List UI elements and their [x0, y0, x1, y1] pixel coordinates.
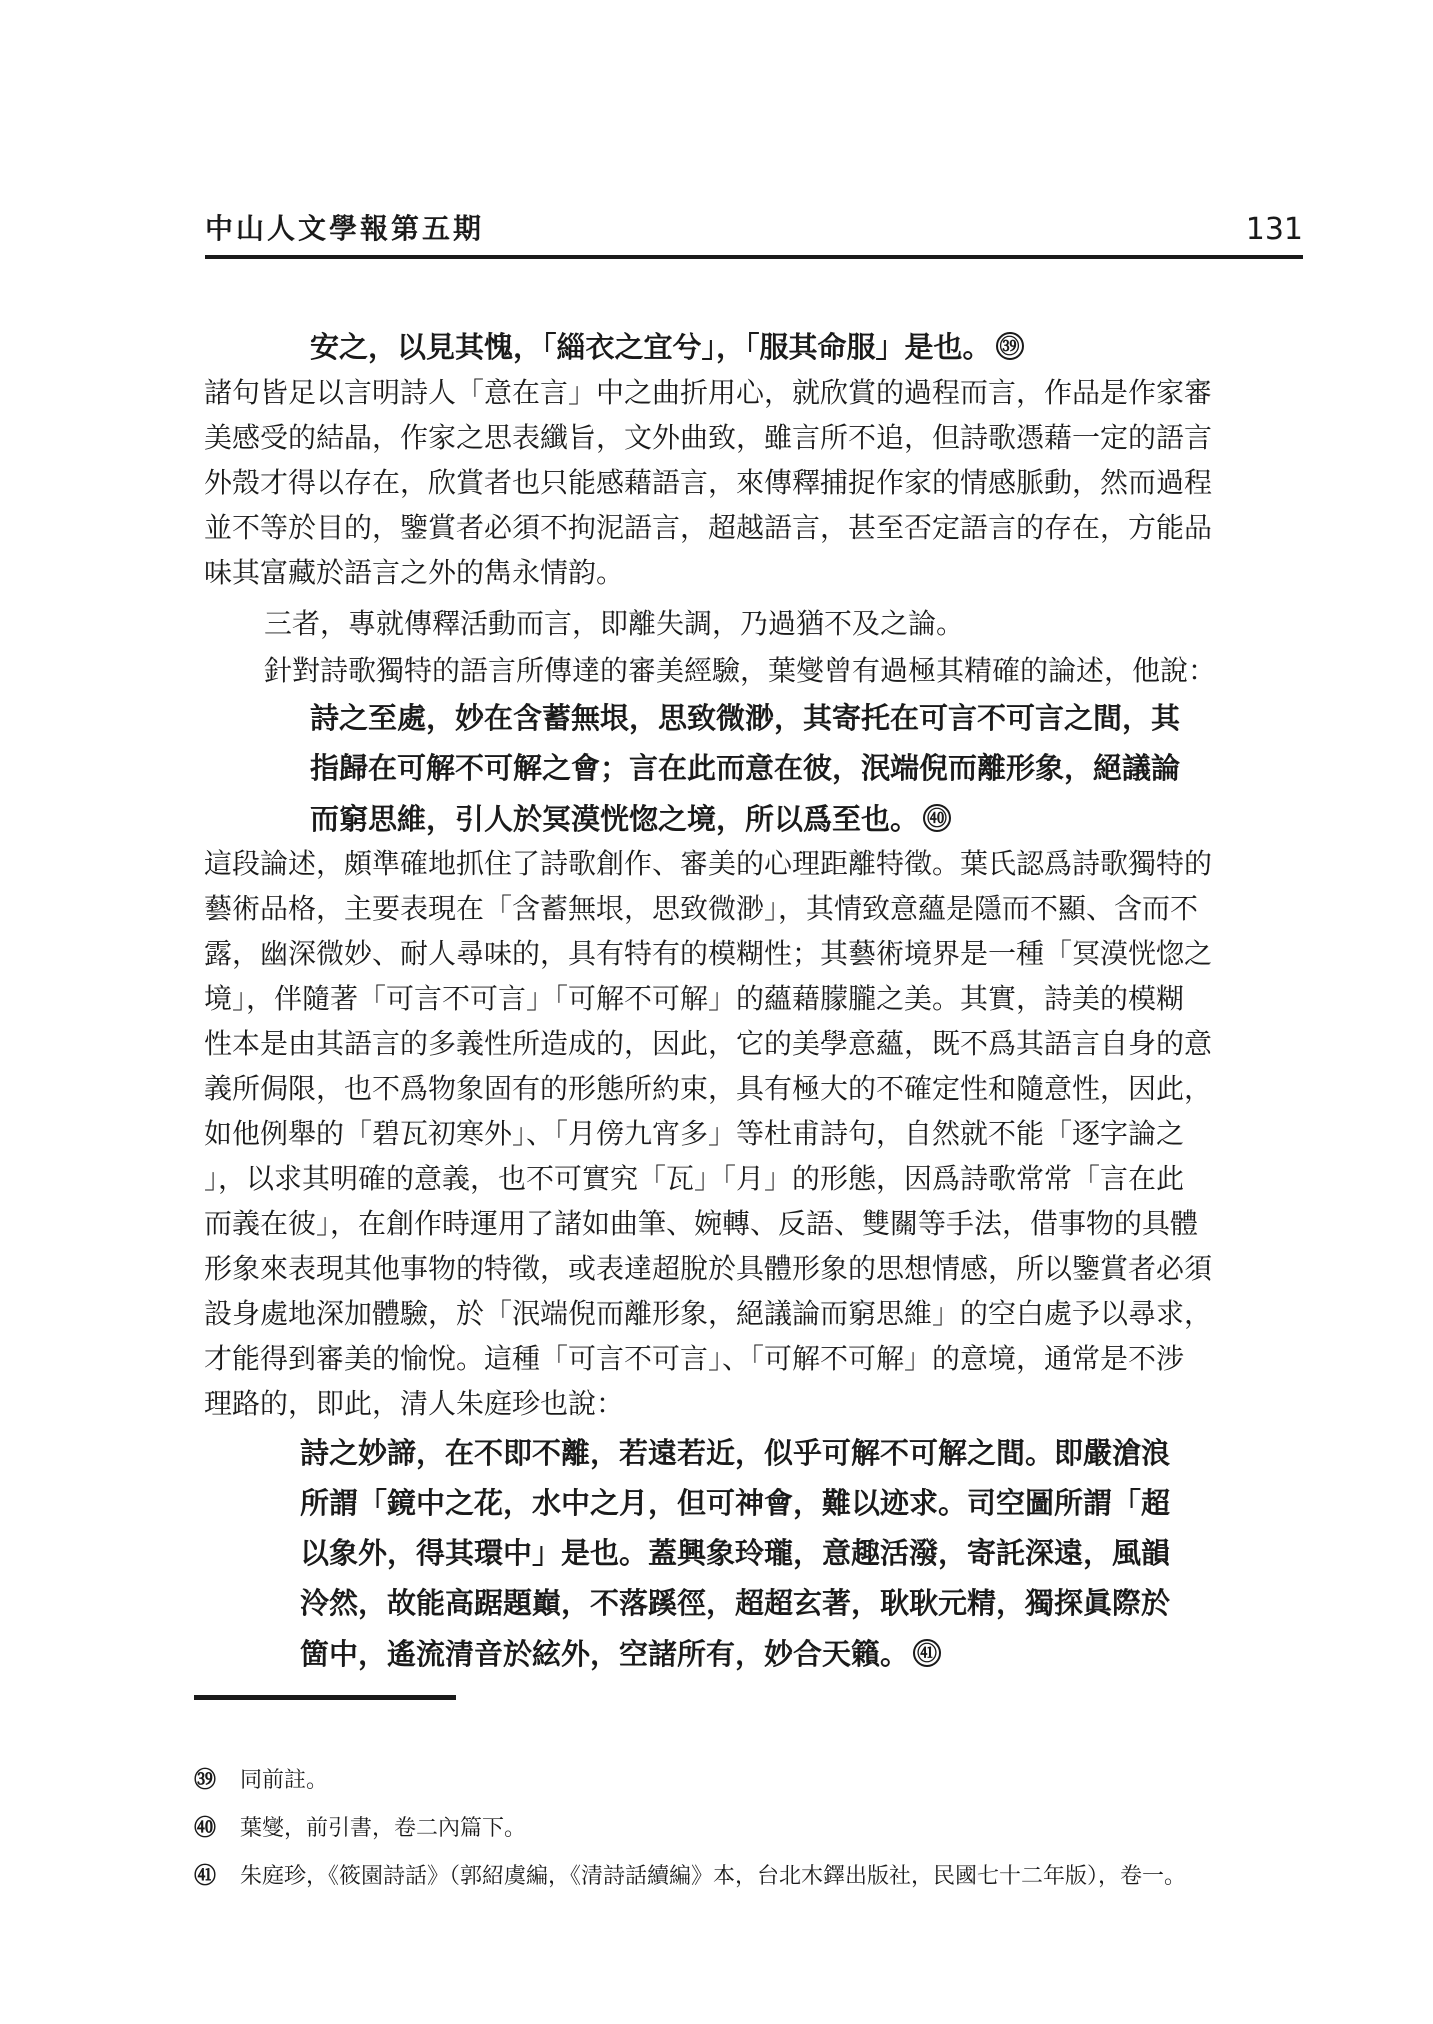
footnote-ref: ㊵	[923, 804, 951, 832]
body-line: 這段論述，頗準確地抓住了詩歌創作、審美的心理距離特徵。葉氏認爲詩歌獨特的	[204, 847, 1213, 880]
page-number: 131	[1245, 212, 1303, 247]
quote-line: 安之，以見其愧，「緇衣之宜兮」，「服其命服」是也。 $^㊴$	[310, 326, 1024, 367]
journal-title: 中山人文學報第五期	[205, 212, 485, 245]
body-line: 美感受的結晶，作家之思表纖旨，文外曲致，雖言所不追，但詩歌憑藉一定的語言	[204, 421, 1213, 454]
footnote-text: 朱庭珍，《筱園詩話》（郭紹虞編，《清詩話續編》本，台北木鐸出版社，民國七十二年版），卷一。	[240, 1864, 1187, 1889]
footnote	[194, 1766, 328, 1796]
body-line: 針對詩歌獨特的語言所傳達的審美經驗，葉燮曾有過極其精確的論述，他說：	[264, 654, 1217, 687]
quote-line: 詩之至處，妙在含蓄無垠，思致微渺，其寄托在可言不可言之間，其	[310, 701, 1181, 735]
body-line: 藝術品格，主要表現在「含蓄無垠，思致微渺」，其情致意蘊是隱而不顯、含而不	[204, 892, 1199, 925]
quote-line: 箇中，遙流清音於絃外，空諸所有，妙合天籟。 $^㊶$	[300, 1633, 941, 1674]
footnote-text: 葉燮，前引書，卷二內篇下。	[240, 1816, 527, 1841]
quote-line: 所謂「鏡中之花，水中之月，但可神會，難以迹求。司空圖所謂「超	[300, 1486, 1171, 1520]
footnote-ref: ㊶	[913, 1639, 941, 1667]
body-line: 而義在彼」，在創作時運用了諸如曲筆、婉轉、反語、雙關等手法，借事物的具體	[204, 1207, 1199, 1240]
body-line: 義所侷限，也不爲物象固有的形態所約束，具有極大的不確定性和隨意性，因此，	[204, 1072, 1213, 1105]
quote-line: 指歸在可解不可解之會；言在此而意在彼，泯端倪而離形象，絕議論	[310, 751, 1181, 785]
footnote-mark: ㊶	[194, 1864, 217, 1889]
body-line: 露，幽深微妙、耐人尋味的，具有特有的模糊性；其藝術境界是一種「冥漠恍惚之	[204, 937, 1213, 970]
footnote	[194, 1862, 1186, 1892]
body-line: 味其富藏於語言之外的雋永情韵。	[204, 556, 625, 589]
quote-line: 而窮思維，引人於冥漠恍惚之境，所以爲至也。 $^㊵$	[310, 798, 951, 839]
body-line: 並不等於目的，鑒賞者必須不拘泥語言，超越語言，甚至否定語言的存在，方能品	[204, 511, 1213, 544]
footnote-text: 同前註。	[240, 1768, 329, 1793]
quote-line: 泠然，故能高踞題巔，不落蹊徑，超超玄著，耿耿元精，獨探眞際於	[300, 1586, 1171, 1620]
footnote-mark: ㊴	[194, 1768, 217, 1793]
body-line: 外殼才得以存在，欣賞者也只能感藉語言，來傳釋捕捉作家的情感脈動，然而過程	[204, 466, 1213, 499]
body-line: 才能得到審美的愉悅。這種「可言不可言」、「可解不可解」的意境，通常是不涉	[204, 1342, 1185, 1375]
footnote-ref: ㊴	[996, 332, 1024, 360]
body-line: 三者，專就傳釋活動而言，即離失調，乃過猶不及之論。	[264, 607, 965, 640]
footnote-rule	[194, 1695, 456, 1700]
quote-line: 詩之妙諦，在不即不離，若遠若近，似乎可解不可解之間。即嚴滄浪	[300, 1436, 1171, 1470]
body-line: 諸句皆足以言明詩人「意在言」中之曲折用心，就欣賞的過程而言，作品是作家審	[204, 376, 1213, 409]
body-line: 性本是由其語言的多義性所造成的，因此，它的美學意蘊，既不爲其語言自身的意	[204, 1027, 1213, 1060]
running-header	[205, 205, 1303, 259]
body-line: 理路的，即此，清人朱庭珍也說：	[204, 1387, 625, 1420]
body-line: 」，以求其明確的意義，也不可實究「瓦」「月」的形態，因爲詩歌常常「言在此	[204, 1162, 1185, 1195]
footnote	[194, 1814, 526, 1844]
body-line: 設身處地深加體驗，於「泯端倪而離形象，絕議論而窮思維」的空白處予以尋求，	[204, 1297, 1213, 1330]
quote-line: 以象外，得其環中」是也。蓋興象玲瓏，意趣活潑，寄託深遠，風韻	[300, 1536, 1171, 1570]
body-line: 境」，伴隨著「可言不可言」「可解不可解」的蘊藉朦朧之美。其實，詩美的模糊	[204, 982, 1185, 1015]
footnote-mark: ㊵	[194, 1816, 217, 1841]
body-line: 如他例舉的「碧瓦初寒外」、「月傍九宵多」等杜甫詩句，自然就不能「逐字論之	[204, 1117, 1185, 1150]
body-line: 形象來表現其他事物的特徵，或表達超脫於具體形象的思想情感，所以鑒賞者必須	[204, 1252, 1213, 1285]
